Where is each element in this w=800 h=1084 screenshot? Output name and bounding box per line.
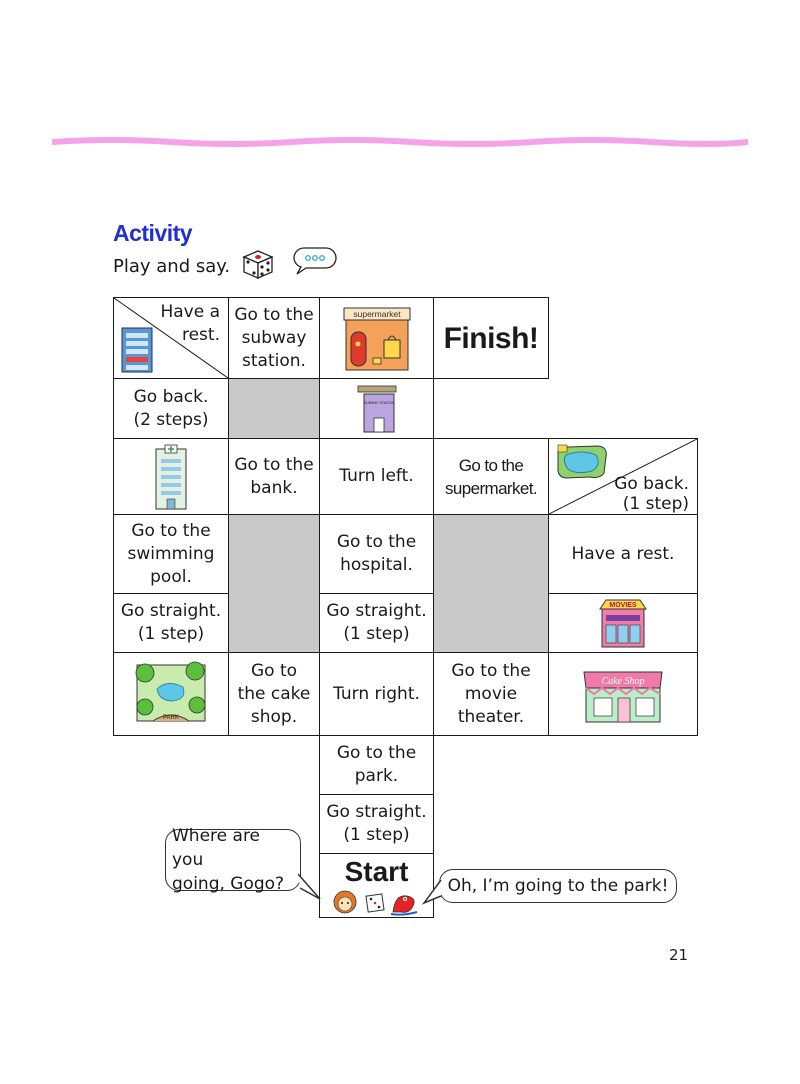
park-picture <box>133 659 209 729</box>
cell-text: Go to the bank. <box>234 454 314 498</box>
board-cell-go-to-swimming-pool <box>113 514 229 594</box>
board-cell-go-to-supermarket <box>433 438 549 515</box>
cell-text: Go to the cake shop. <box>237 660 311 727</box>
dice-icon <box>241 247 275 281</box>
pink-divider <box>52 136 748 148</box>
cell-text: Go back. (2 steps) <box>133 386 209 430</box>
board-cell-go-to-cake-shop <box>228 652 320 736</box>
subway-station-building-picture <box>120 326 154 374</box>
cell-text: Go to the movie theater. <box>451 660 531 727</box>
board-cell-blank-gray <box>433 514 549 653</box>
cell-text: Go to the hospital. <box>336 532 417 575</box>
speech-bubble-icon <box>292 246 338 276</box>
cell-text: Go back. (1 step) <box>614 474 689 514</box>
cell-text: Go straight. (1 step) <box>326 802 427 845</box>
start-characters-picture <box>331 888 423 916</box>
board-cell-blank-gray <box>228 514 320 653</box>
instruction-text: Play and say. <box>113 256 231 277</box>
gogo-character-icon <box>391 896 417 915</box>
cell-text: Go to the subway station. <box>234 304 314 371</box>
board-cell-movie-theater-picture <box>548 593 698 653</box>
girl-character-icon <box>334 891 356 913</box>
board-cell-subway-sign-picture <box>319 378 434 439</box>
hospital-building-picture <box>151 443 191 511</box>
page-number: 21 <box>669 946 689 964</box>
speech-bubble-right: Oh, I’m going to the park! <box>439 869 677 903</box>
board-cell-go-back-1-step-diag <box>548 438 698 515</box>
board-cell-have-a-rest <box>548 514 698 594</box>
board-cell-park-picture <box>113 652 229 736</box>
board-cell-turn-right <box>319 652 434 736</box>
subway-sign-label: SUBWAY STATION <box>363 400 394 405</box>
board-cell-turn-left <box>319 438 434 515</box>
cell-text: Go to the swimming pool. <box>127 520 215 587</box>
board-cell-supermarket-picture <box>319 297 434 379</box>
board-cell-go-to-bank <box>228 438 320 515</box>
cell-text: Have a rest. <box>160 302 220 345</box>
cell-text: Go straight. (1 step) <box>120 601 222 644</box>
movie-theater-picture <box>598 597 648 649</box>
board-cell-finish <box>433 297 549 379</box>
activity-title: Activity <box>113 220 193 246</box>
finish-label: Finish! <box>443 321 539 355</box>
board-cell-go-straight-1-step <box>319 794 434 854</box>
speech-tail <box>298 872 324 902</box>
speech-bubble-left: Where are you going, Gogo? <box>165 829 301 891</box>
speech-tail <box>422 876 442 906</box>
cake-shop-picture <box>582 664 664 724</box>
board-cell-hospital-picture <box>113 438 229 515</box>
cell-text: Go straight. (1 step) <box>326 601 427 644</box>
board-cell-cake-shop-picture <box>548 652 698 736</box>
cell-text: Turn right. <box>333 683 420 704</box>
board-cell-start <box>319 853 434 918</box>
park-sign: PARK <box>163 715 179 721</box>
start-label: Start <box>344 856 409 887</box>
cake-shop-sign: Cake Shop <box>601 676 645 687</box>
board-cell-go-to-subway-station <box>228 297 320 379</box>
board-cell-go-to-hospital <box>319 514 434 594</box>
supermarket-picture <box>340 304 414 372</box>
supermarket-sign: supermarket <box>352 309 401 319</box>
board-cell-go-straight-1-step <box>319 593 434 653</box>
board-cell-blank-gray <box>228 378 320 439</box>
board-cell-go-to-movie-theater <box>433 652 549 736</box>
cell-text: Go to the supermarket. <box>444 455 537 498</box>
subway-station-sign-picture <box>354 384 400 434</box>
movies-sign: MOVIES <box>609 602 637 609</box>
board-cell-go-back-2-steps <box>113 378 229 439</box>
dice-icon <box>365 894 383 912</box>
swimming-pool-picture <box>554 443 610 481</box>
cell-text: Go to the park. <box>336 743 417 786</box>
cell-text: Have a rest. <box>571 543 675 564</box>
board-cell-go-to-park <box>319 735 434 795</box>
cell-text: Turn left. <box>339 466 414 486</box>
board-cell-have-a-rest-diag <box>113 297 229 379</box>
board-cell-go-straight-1-step <box>113 593 229 653</box>
